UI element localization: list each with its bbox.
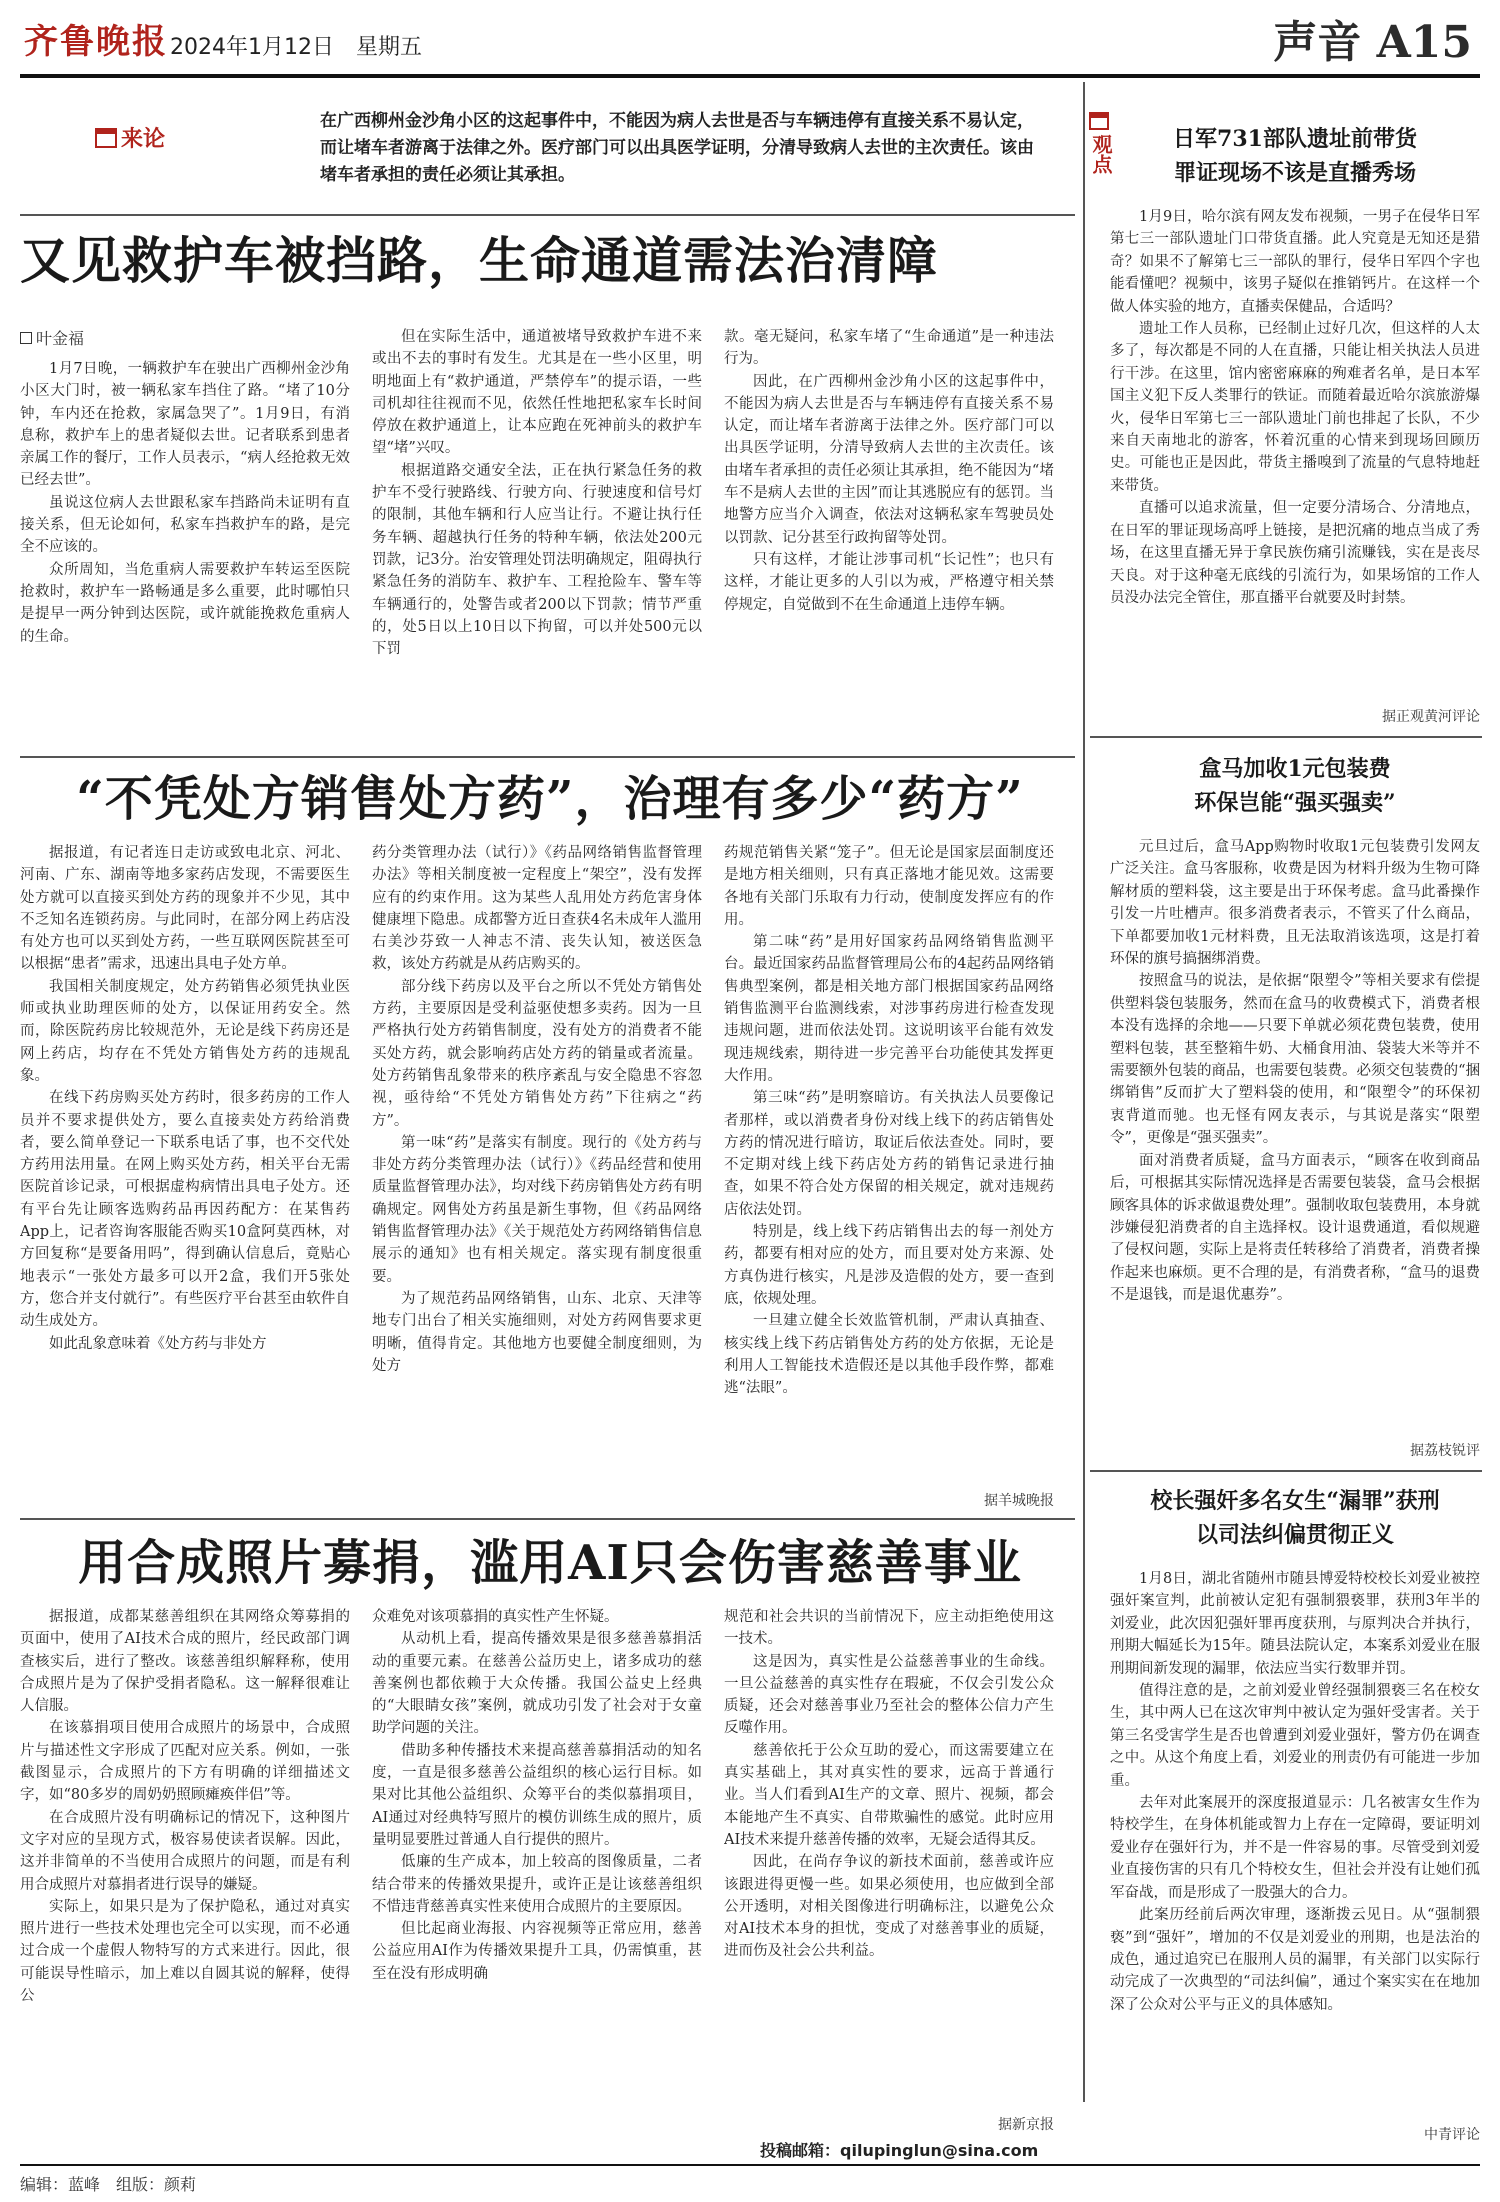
article2-title: “不凭处方销售处方药”，治理有多少“药方” xyxy=(76,771,1024,827)
newspaper-logo: 齐鲁晚报 xyxy=(24,22,168,62)
article2-col1: 据报道，有记者连日走访或致电北京、河北、河南、广东、湖南等地多家药店发现，不需要医生处方就可以直接买到处方药的现象并不少见，其中不乏知名连锁药房。与此同时，在部分网上药店没有处方也可以买到处方药，一些互联网医院甚至可以根据“患者”需求，迅速出具电子处方单。 我国相关制度规定，处方药销售必须凭执业医师或执业助理医师的处方，以保证用药安全。然而，除医院药房比较规范外，无论是线下药房还是网上药店，均存在不凭处方销售处方药的违规乱象。 在线下药房购买处方药时，很多药房的工作人员并不要求提供处方，要么直接卖处方药给消费者，要么简单登记一下联系电话了事，也不交代处方药用法用量。在网上购买处方药，相关平台无需医院首诊记录，可根据虚构病情出具电子处方。还有平台先让顾客选购药品再因药配方：在某售药App上，记者咨询客服能否购买10盒阿莫西林，对方回复称“是要备用吗”，得到确认信息后，竟贴心地表示“一张处方最多可以开2盒，我们开5张处方，您合并支付就行”。有些医疗平台甚至由软件自动生成处方。 如此乱象意味着《处方药与非处方 xyxy=(20,845,350,1352)
tag-box-icon xyxy=(1089,112,1109,130)
sidebar-a1-title: 日军731部队遗址前带货 罪证现场不该是直播秀场 xyxy=(1173,126,1417,186)
masthead xyxy=(20,0,1480,78)
laiyun-tag: 来论 xyxy=(95,122,165,153)
article2-col2: 药分类管理办法（试行）》《药品网络销售监督管理办法》等相关制度被一定程度上“架空”，没有发挥应有的约束作用。这为某些人乱用处方药危害身体健康埋下隐患。成都警方近日查获4名未成年人滥用右美沙芬致一人神志不清、丧失认知，被送医急救，该处方药就是从药店购买的。 部分线下药房以及平台之所以不凭处方销售处方药，主要原因是受利益驱使想多卖药。因为一旦严格执行处方药销售制度，没有处方的消费者不能买处方药，就会影响药店处方药的销量或者流量。处方药销售乱象带来的秩序紊乱与安全隐患不容忽视，亟待给“不凭处方销售处方药”下往病之“药方”。 第一味“药”是落实有制度。现行的《处方药与非处方药分类管理办法（试行）》《药品经营和使用质量监督管理办法》，均对线下药房销售处方药有明确规定。网售处方药虽是新生事物，但《药品网络销售监督管理办法》《关于规范处方药网络销售信息展示的通知》也有相关规定。落实现有制度很重要。 为了规范药品网络销售，山东、北京、天津等地专门出台了相关实施细则，对处方药网售要求更明晰，值得肯定。其他地方也要健全制度细则，为处方 xyxy=(372,845,702,1374)
article3-source: 据新京报 xyxy=(998,2117,1054,2133)
article3-col1: 据报道，成都某慈善组织在其网络众筹募捐的页面中，使用了AI技术合成的照片，经民政部门调查核实后，进行了整改。该慈善组织解释称，使用合成照片是为了保护受捐者隐私。这一解释很难让人信服。 在该慕捐项目使用合成照片的场景中，合成照片与描述性文字形成了匹配对应关系。例如，一张截图显示，合成照片的下方有明确的详细描述文字，如“80多岁的周奶奶照顾瘫痪伴侣”等。 在合成照片没有明确标记的情况下，这种图片文字对应的呈现方式，极容易使读者误解。因此，这并非简单的不当使用合成照片的问题，而是有利用合成照片对慕捐者进行误导的嫌疑。 实际上，如果只是为了保护隐私，通过对真实照片进行一些技术处理也完全可以实现，而不必通过合成一个虚假人物特写的方式来进行。因此，很可能误导性暗示，加上难以自圆其说的解释，使得公 xyxy=(20,1609,350,2005)
article3-col2: 众难免对该项慕捐的真实性产生怀疑。 从动机上看，提高传播效果是很多慈善慕捐活动的重要元素。在慈善公益历史上，诸多成功的慈善案例也都依赖于大众传播。我国公益史上经典的“大眼睛女孩”案例，就成功引发了社会对于女童助学问题的关注。 借助多种传播技术来提高慈善慕捐活动的知名度，一直是很多慈善公益组织的核心运行目标。如果对比其他公益组织、众筹平台的类似慕捐项目，AI通过对经典特写照片的模仿训练生成的照片，质量明显要胜过普通人自行提供的照片。 低廉的生产成本，加上较高的图像质量，二者结合带来的传播效果提升，或许正是让该慈善组织不惜违背慈善真实性来使用合成照片的主要原因。 但比起商业海报、内容视频等正常应用，慈善公益应用AI作为传播效果提升工具，仍需慎重，甚至在没有形成明确 xyxy=(372,1609,702,1982)
sidebar-a1-body: 1月9日，哈尔滨有网友发布视频，一男子在侵华日军第七三一部队遗址门口带货直播。此人究竟是无知还是猎奇？如果不了解第七三一部队的罪行，侵华日军四个字也能看懂吧？视频中，该男子疑似在推销钙片。在这样一个做人体实验的地方，直播卖保健品，合适吗？ 遗址工作人员称，已经制止过好几次，但这样的人太多了，每次都是不同的人在直播，只能让相关执法人员进行干涉。在这里，馆内密密麻麻的殉难者名单，是日本军国主义犯下反人类罪行的铁证。而随着最近哈尔滨旅游爆火，侵华日军第七三一部队遗址门前也排起了长队，不少来自天南地北的游客，怀着沉重的心情来到现场回顾历史。可能也正是因此，带货主播嗅到了流量的气息特地赶来带货。 直播可以追求流量，但一定要分清场合、分清地点，在日军的罪证现场高呼上链接，是把沉痛的地点当成了秀场，在这里直播无异于拿民族伤痛引流赚钱，实在是丧尽天良。对于这种毫无底线的引流行为，如果场馆的工作人员没办法完全管住，那直播平台就要及时封禁。 xyxy=(1110,209,1480,606)
submission-email: 投稿邮箱：qilupinglun@sina.com xyxy=(760,2141,1039,2160)
footer-rule xyxy=(20,2164,1480,2166)
divider xyxy=(1090,736,1482,738)
tag-box-icon xyxy=(95,128,117,148)
sidebar-a2-source: 据荔枝锐评 xyxy=(1410,1443,1480,1459)
sidebar-a3-source: 中青评论 xyxy=(1424,2127,1480,2143)
sidebar-tag: 观点 xyxy=(1088,112,1110,174)
issue-date: 2024年1月12日 星期五 xyxy=(170,35,423,60)
sidebar-a2-title: 盒马加收1元包装费 环保岂能“强买强卖” xyxy=(1194,756,1396,816)
divider xyxy=(20,756,1075,758)
article1-title: 又见救护车被挡路，生命通道需法治清障 xyxy=(20,231,938,290)
sidebar-a3-title: 校长强奸多名女生“漏罪”获刑 以司法纠偏贯彻正义 xyxy=(1150,1488,1440,1548)
sidebar-a1-source: 据正观黄河评论 xyxy=(1382,709,1480,725)
article2-source: 据羊城晚报 xyxy=(984,1493,1054,1509)
footer xyxy=(20,2172,1480,2195)
article1-byline: 叶金福 xyxy=(20,326,84,349)
laiyun-intro: 在广西柳州金沙角小区的这起事件中，不能因为病人去世是否与车辆违停有直接关系不易认定，而让堵车者游离于法律之外。医疗部门可以出具医学证明，分清导致病人去世的主次责任。该由堵车者承担的责任必须让其承担。 xyxy=(320,111,1034,185)
sidebar-a3-body: 1月8日，湖北省随州市随县博爱特校校长刘爱业被控强奸案宣判，此前被认定犯有强制猥亵罪，获刑3年半的刘爱业，此次因犯强奸罪再度获刑，与原判决合并执行，刑期大幅延长为15年。随县法院认定，本案系刘爱业在服刑期间新发现的漏罪，依法应当实行数罪并罚。 值得注意的是，之前刘爱业曾经强制猥亵三名在校女生，其中两人已在这次审判中被认定为强奸受害者。关于第三名受害学生是否也曾遭到刘爱业强奸，警方仍在调查之中。从这个角度上看，刘爱业的刑责仍有可能进一步加重。 去年对此案展开的深度报道显示：几名被害女生作为特校学生，在身体机能或智力上存在一定障碍，要证明刘爱业存在强奸行为，并不是一件容易的事。尽管受到刘爱业直接伤害的只有几个特校女生，但社会并没有让她们孤军奋战，而是形成了一股强大的合力。 此案历经前后两次审理，逐渐拨云见日。从“强制猥亵”到“强奸”，增加的不仅是刘爱业的刑期，也是法治的成色，通过追究已在服刑人员的漏罪，有关部门以实际行动完成了一次典型的“司法纠偏”，通过个案实实在在地加深了公众对公平与正义的具体感知。 xyxy=(1110,1571,1480,2013)
article1-col3: 款。毫无疑问，私家车堵了“生命通道”是一种违法行为。 因此，在广西柳州金沙角小区的这起事件中，不能因为病人去世是否与车辆违停有直接关系不易认定，而让堵车者游离于法律之外。医疗部门可以出具医学证明，分清导致病人去世的主次责任。该由堵车者承担的责任必须让其承担，绝不能因为“堵车不是病人去世的主因”而让其逃脱应有的惩罚。当地警方应当介入调查，依法对这辆私家车驾驶员处以罚款、记分甚至行政拘留等处罚。 只有这样，才能让涉事司机“长记性”；也只有这样，才能让更多的人引以为戒，严格遵守相关禁停规定，自觉做到不在生命通道上违停车辆。 xyxy=(724,329,1054,613)
article3-col3: 规范和社会共识的当前情况下，应主动拒绝使用这一技术。 这是因为，真实性是公益慈善事业的生命线。一旦公益慈善的真实性存在瑕疵，不仅会引发公众质疑，还会对慈善事业乃至社会的整体公信力产生反噬作用。 慈善依托于公众互助的爱心，而这需要建立在真实基础上，其对真实性的要求，远高于普通行业。当人们看到AI生产的文章、照片、视频，都会本能地产生不真实、自带欺骗性的感觉。此时应用AI技术来提升慈善传播的效率，无疑会适得其反。 因此，在尚存争议的新技术面前，慈善或许应该跟进得更慢一些。如果必须使用，也应做到全部公开透明，对相关图像进行明确标注，以避免公众对AI技术本身的担忧，变成了对慈善事业的质疑，进而伤及社会公共利益。 xyxy=(724,1609,1054,1960)
layout-credit: 组版：颜莉 xyxy=(116,2175,197,2194)
article2-col3: 药规范销售关紧“笼子”。但无论是国家层面制度还是地方相关细则，只有真正落地才能见效。这需要各地有关部门乐取有力行动，使制度发挥应有的作用。 第二味“药”是用好国家药品网络销售监测平台。最近国家药品监督管理局公布的4起药品网络销售典型案例，都是相关地方部门根据国家药品网络销售监测平台监测线索，对涉事药房进行检查发现违规问题，进而依法处罚。这说明该平台能有效发现违规线索，期待进一步完善平台功能使其发挥更大作用。 第三味“药”是明察暗访。有关执法人员要像记者那样，或以消费者身份对线上线下的药店销售处方药的情况进行暗访，取证后依法查处。同时，要不定期对线上线下药店处方药的销售记录进行抽查，如果不符合处方保留的相关规定，就对违规药店依法处罚。 特别是，线上线下药店销售出去的每一剂处方药，都要有相对应的处方，而且要对处方来源、处方真伪进行核实，凡是涉及造假的处方，要一查到底，依规处理。 一旦建立健全长效监管机制，严肃认真抽查、核实线上线下药店销售处方药的处方依据，无论是利用人工智能技术造假还是以其他手段作弊，都难逃“法眼”。 xyxy=(724,845,1054,1397)
divider xyxy=(20,1518,1075,1520)
sidebar-a2-body: 元旦过后，盒马App购物时收取1元包装费引发网友广泛关注。盒马客服称，收费是因为材料升级为生物可降解材质的塑料袋，这主要是出于环保考虑。盒马此番操作引发一片吐槽声。很多消费者表示，不管买了什么商品，下单都要加收1元材料费，且无法取消该选项，这是打着环保的旗号搞捆绑消费。 按照盒马的说法，是依据“限塑令”等相关要求有偿提供塑料袋包装服务，然而在盒马的收费模式下，消费者根本没有选择的余地——只要下单就必须花费包装费，使用塑料包装，甚至整箱牛奶、大桶食用油、袋装大米等并不需要额外包装的商品，也需要包装费。必须交包装费的“捆绑销售”反而扩大了塑料袋的使用，和“限塑令”的环保初衷背道而驰。也无怪有网友表示，与其说是落实“限塑令”，更像是“强买强卖”。 面对消费者质疑，盒马方面表示，“顾客在收到商品后，可根据其实际情况选择是否需要包装袋，盒马会根据顾客具体的诉求做退费处理”。强制收取包装费用，本身就涉嫌侵犯消费者的自主选择权。设计退费通道，看似规避了侵权问题，实际上是将责任转移给了消费者，消费者操作起来也麻烦。更不合理的是，有消费者称，“盒马的退费不是退钱，而是退优惠券”。 xyxy=(1110,839,1480,1304)
column-divider xyxy=(1083,82,1085,2102)
article1-col1: 1月7日晚，一辆救护车在驶出广西柳州金沙角小区大门时，被一辆私家车挡住了路。“堵了10分钟，车内还在抢救，家属急哭了”。1月9日，有消息称，救护车上的患者疑似去世。记者联系到患者亲属工作的餐厅，工作人员表示，“病人经抢救无效已经去世”。 虽说这位病人去世跟私家车挡路尚未证明有直接关系，但无论如何，私家车挡救护车的路，是完全不应该的。 众所周知，当危重病人需要救护车转运至医院抢救时，救护车一路畅通是多么重要，此时哪怕只是提早一两分钟到达医院，或许就能挽救危重病人的生命。 xyxy=(20,361,350,645)
section-title: 声音 A15 xyxy=(1273,17,1472,68)
byline-box-icon xyxy=(20,332,32,344)
divider xyxy=(20,214,1075,216)
editor-credit: 编辑：蓝峰 xyxy=(20,2175,101,2194)
article1-col2: 但在实际生活中，通道被堵导致救护车进不来或出不去的事时有发生。尤其是在一些小区里，明明地面上有“救护通道，严禁停车”的提示语，一些司机却往往视而不见，依然任性地把私家车长时间停放在救护通道上，让本应跑在死神前头的救护车望“堵”兴叹。 根据道路交通安全法，正在执行紧急任务的救护车不受行驶路线、行驶方向、行驶速度和信号灯的限制，其他车辆和行人应当让行。不避让执行任务车辆、超越执行任务的特种车辆，依法处200元罚款，记3分。治安管理处罚法明确规定，阻碍执行紧急任务的消防车、救护车、工程抢险车、警车等车辆通行的，处警告或者200以下罚款；情节严重的，处5日以上10日以下拘留，可以并处500元以下罚 xyxy=(372,329,702,658)
divider xyxy=(1090,1470,1482,1472)
article3-title: 用合成照片募捐，滥用AI只会伤害慈善事业 xyxy=(78,1535,1022,1591)
